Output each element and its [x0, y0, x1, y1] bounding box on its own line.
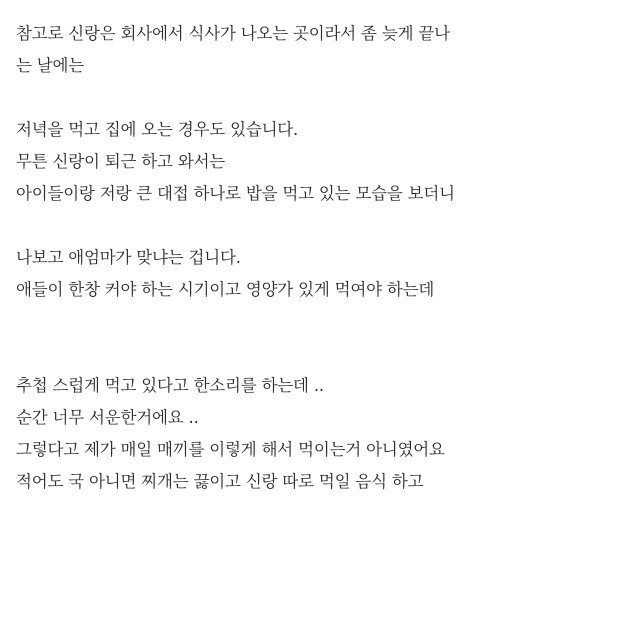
paragraph-2 — [16, 114, 624, 210]
text-line: 그렇다고 제가 매일 매끼를 이렇게 해서 먹이는거 아니였어요 — [16, 440, 445, 459]
paragraph-gap — [16, 82, 624, 114]
text-line: 나보고 애엄마가 맞냐는 겁니다. — [16, 248, 241, 267]
text-line: 적어도 국 아니면 찌개는 끓이고 신랑 따로 먹일 음식 하고 — [16, 472, 424, 491]
text-line: 는 날에는 — [16, 56, 85, 75]
text-line: 아이들이랑 저랑 큰 대접 하나로 밥을 먹고 있는 모습을 보더니 — [16, 184, 455, 203]
paragraph-gap — [16, 210, 624, 242]
paragraph-gap — [16, 306, 624, 338]
text-line: 순간 너무 서운한거에요 .. — [16, 408, 199, 427]
paragraph-4 — [16, 370, 624, 498]
text-line: 무튼 신랑이 퇴근 하고 와서는 — [16, 152, 226, 171]
text-line: 참고로 신랑은 회사에서 식사가 나오는 곳이라서 좀 늦게 끝나 — [16, 24, 450, 43]
text-line: 추첩 스럽게 먹고 있다고 한소리를 하는데 .. — [16, 376, 324, 395]
paragraph-3 — [16, 242, 624, 306]
paragraph-gap — [16, 338, 624, 370]
paragraph-1 — [16, 18, 624, 82]
text-line: 저녁을 먹고 집에 오는 경우도 있습니다. — [16, 120, 299, 139]
text-line: 애들이 한창 커야 하는 시기이고 영양가 있게 먹여야 하는데 — [16, 280, 435, 299]
